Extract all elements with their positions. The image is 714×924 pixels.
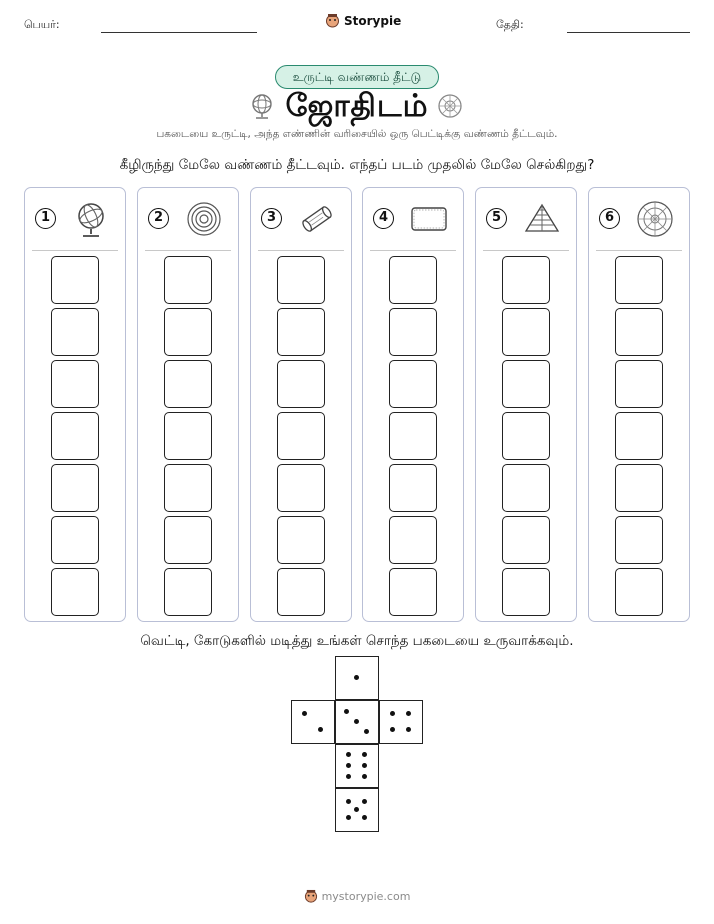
coloring-box[interactable] [615, 464, 663, 512]
picture-column-6 [588, 187, 690, 622]
coloring-box[interactable] [502, 256, 550, 304]
coloring-box[interactable] [164, 412, 212, 460]
storypie-mascot-icon [325, 13, 340, 29]
die-face [335, 744, 379, 788]
column-header [251, 188, 351, 250]
zodiac-title-icon [437, 93, 463, 119]
coloring-box[interactable] [164, 568, 212, 616]
column-number: 4 [373, 208, 394, 229]
column-divider [258, 250, 344, 251]
die-pip [362, 763, 367, 768]
die-face [335, 788, 379, 832]
die-pip [390, 727, 395, 732]
subtitle: பகடையை உருட்டி, அந்த எண்ணின் வரிசையில் ஒரு பெட்டிக்கு வண்ணம் தீட்டவும். [156, 128, 558, 140]
coloring-box[interactable] [502, 412, 550, 460]
column-divider [483, 250, 569, 251]
column-divider [32, 250, 118, 251]
zodiac-wheel-icon [635, 199, 675, 239]
column-divider [370, 250, 456, 251]
coloring-box[interactable] [615, 360, 663, 408]
die-pip [318, 727, 323, 732]
date-label: தேதி: [496, 18, 524, 31]
coloring-box[interactable] [277, 412, 325, 460]
coloring-box[interactable] [389, 256, 437, 304]
coloring-box[interactable] [502, 308, 550, 356]
die-pip [354, 719, 359, 724]
die-pip [302, 711, 307, 716]
coloring-box[interactable] [164, 256, 212, 304]
coloring-box[interactable] [615, 516, 663, 564]
column-number: 6 [599, 208, 620, 229]
scroll-icon [297, 199, 337, 239]
activity-badge: உருட்டி வண்ணம் தீட்டு [275, 65, 439, 89]
coloring-box[interactable] [51, 516, 99, 564]
column-number: 1 [35, 208, 56, 229]
die-pip [364, 729, 369, 734]
color-instruction: கீழிருந்து மேலே வண்ணம் தீட்டவும். எந்தப் படம் முதலில் மேலே செல்கிறது? [119, 157, 595, 173]
pyramid-icon [522, 199, 562, 239]
coloring-box[interactable] [164, 516, 212, 564]
column-header [138, 188, 238, 250]
armillary-globe-icon [71, 199, 111, 239]
coloring-box[interactable] [615, 412, 663, 460]
coloring-box[interactable] [389, 516, 437, 564]
die-pip [354, 807, 359, 812]
coloring-box[interactable] [164, 308, 212, 356]
die-face [291, 700, 335, 744]
coloring-box[interactable] [277, 256, 325, 304]
coloring-box[interactable] [502, 516, 550, 564]
die-pip [390, 711, 395, 716]
coloring-box[interactable] [277, 464, 325, 512]
coloring-box[interactable] [277, 360, 325, 408]
coloring-box[interactable] [615, 568, 663, 616]
coloring-box[interactable] [277, 308, 325, 356]
column-number: 2 [148, 208, 169, 229]
coloring-box[interactable] [51, 308, 99, 356]
coloring-box[interactable] [389, 464, 437, 512]
picture-column-1 [24, 187, 126, 622]
coloring-box[interactable] [502, 568, 550, 616]
footer-url: mystorypie.com [321, 890, 411, 903]
coloring-box[interactable] [51, 464, 99, 512]
coloring-box[interactable] [164, 360, 212, 408]
die-pip [354, 675, 359, 680]
coloring-box[interactable] [389, 360, 437, 408]
coloring-box[interactable] [615, 256, 663, 304]
die-pip [362, 815, 367, 820]
coloring-box[interactable] [51, 568, 99, 616]
cut-instruction: வெட்டி, கோடுகளில் மடித்து உங்கள் சொந்த பகடையை உருவாக்கவும். [140, 633, 574, 649]
die-pip [362, 799, 367, 804]
die-pip [346, 763, 351, 768]
name-line [101, 32, 257, 33]
brand-logo [325, 13, 401, 29]
die-pip [346, 799, 351, 804]
coloring-box[interactable] [51, 412, 99, 460]
die-pip [362, 752, 367, 757]
die-face [335, 656, 379, 700]
column-header [363, 188, 463, 250]
column-header [476, 188, 576, 250]
coloring-box[interactable] [277, 516, 325, 564]
coloring-box[interactable] [389, 568, 437, 616]
coloring-box[interactable] [51, 360, 99, 408]
picture-column-2 [137, 187, 239, 622]
coloring-box[interactable] [389, 412, 437, 460]
coloring-box[interactable] [502, 360, 550, 408]
column-number: 5 [486, 208, 507, 229]
die-face [335, 700, 379, 744]
die-pip [344, 709, 349, 714]
die-face [379, 700, 423, 744]
die-pip [346, 774, 351, 779]
coloring-box[interactable] [277, 568, 325, 616]
column-header [589, 188, 689, 250]
picture-column-3 [250, 187, 352, 622]
column-number: 3 [261, 208, 282, 229]
date-line [567, 32, 690, 33]
coloring-box[interactable] [51, 256, 99, 304]
stone-tablet-icon [409, 199, 449, 239]
footer [0, 889, 714, 904]
column-header [25, 188, 125, 250]
brand-name: Storypie [344, 14, 402, 28]
page-title: ஜோதிடம் [285, 88, 429, 124]
coloring-box[interactable] [389, 308, 437, 356]
die-pip [346, 815, 351, 820]
column-divider [145, 250, 231, 251]
die-pip [406, 727, 411, 732]
picture-column-5 [475, 187, 577, 622]
die-pip [362, 774, 367, 779]
coloring-box[interactable] [164, 464, 212, 512]
column-divider [596, 250, 682, 251]
coloring-box[interactable] [615, 308, 663, 356]
name-label: பெயர்: [24, 18, 60, 31]
die-pip [406, 711, 411, 716]
storypie-mascot-icon [304, 889, 318, 904]
coloring-box[interactable] [502, 464, 550, 512]
die-pip [346, 752, 351, 757]
picture-column-4 [362, 187, 464, 622]
concentric-circles-icon [184, 199, 224, 239]
